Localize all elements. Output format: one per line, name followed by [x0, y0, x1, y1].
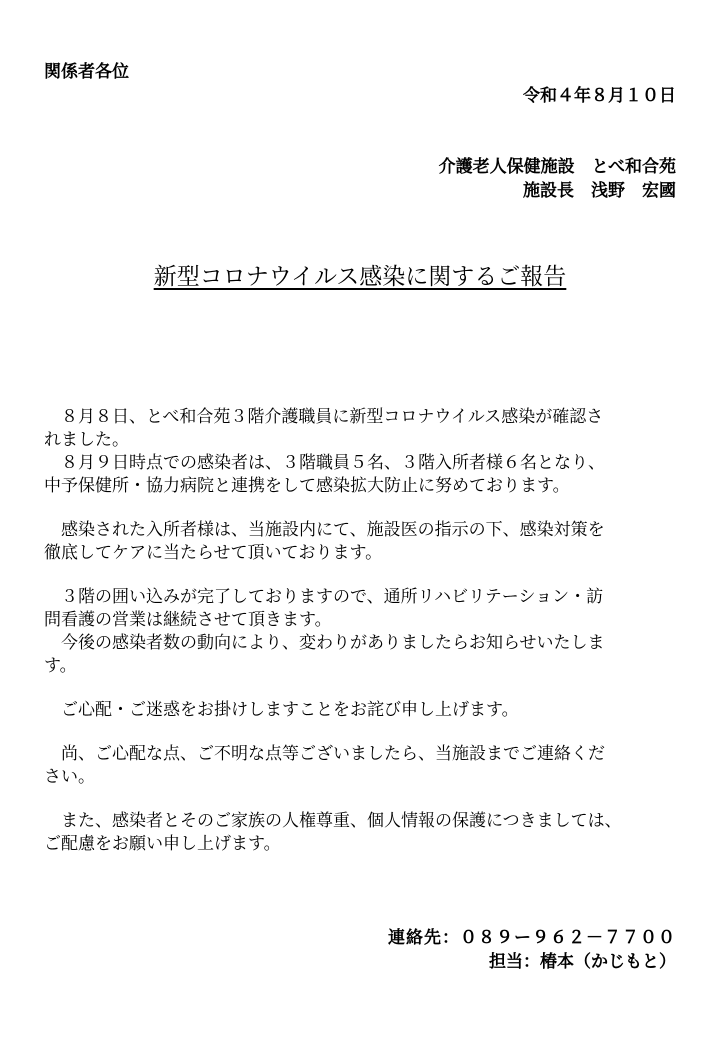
facility-director: 施設長 浅野 宏國	[523, 181, 676, 201]
paragraph-2	[44, 452, 676, 498]
body-line: ８月９日時点での感染者は、３階職員５名、３階入所者様６名となり、	[61, 453, 605, 473]
paragraph-1	[44, 406, 676, 452]
document-title: 新型コロナウイルス感染に関するご報告	[153, 264, 567, 290]
paragraph-8	[44, 810, 676, 856]
body-line: 徹底してケアに当たらせて頂いております。	[44, 543, 383, 563]
body-line: 今後の感染者数の動向により、変わりがありましたらお知らせいたしま	[61, 633, 605, 653]
body-line: また、感染者とそのご家族の人権尊重、個人情報の保護につきましては、	[61, 811, 622, 831]
body-line: ご心配・ご迷惑をお掛けしますことをお詫び申し上げます。	[61, 700, 519, 720]
date: 令和４年８月１０日	[523, 86, 676, 106]
body-line: 問看護の営業は継続させて頂きます。	[44, 610, 332, 630]
document-title-wrap	[0, 262, 720, 292]
body-line: 中予保健所・協力病院と連携をして感染拡大防止に努めております。	[44, 476, 570, 496]
body-line: 尚、ご心配な点、ご不明な点等ございましたら、当施設までご連絡くだ	[61, 744, 605, 764]
contact-person: 担当：椿本（かじもと）	[489, 952, 676, 972]
paragraph-3	[44, 519, 676, 565]
addressee: 関係者各位	[44, 62, 129, 82]
facility-name: 介護老人保健施設 とべ和合苑	[438, 157, 676, 177]
paragraph-6	[44, 699, 676, 722]
body-line: ３階の囲い込みが完了しておりますので、通所リハビリテーション・訪	[61, 587, 604, 607]
paragraph-5	[44, 632, 676, 678]
body-line: ご配慮をお願い申し上げます。	[44, 834, 281, 854]
body-line: れました。	[44, 430, 129, 450]
contact-number: 連絡先：０８９ー９６２－７７００	[388, 928, 676, 948]
body-line: ８月８日、とべ和合苑３階介護職員に新型コロナウイルス感染が確認さ	[61, 407, 604, 427]
paragraph-4	[44, 586, 676, 632]
body-line: す。	[44, 656, 77, 676]
body-line: 感染された入所者様は、当施設内にて、施設医の指示の下、感染対策を	[61, 520, 605, 540]
paragraph-7	[44, 743, 676, 789]
body-line: さい。	[44, 767, 95, 787]
body-text	[44, 406, 676, 856]
